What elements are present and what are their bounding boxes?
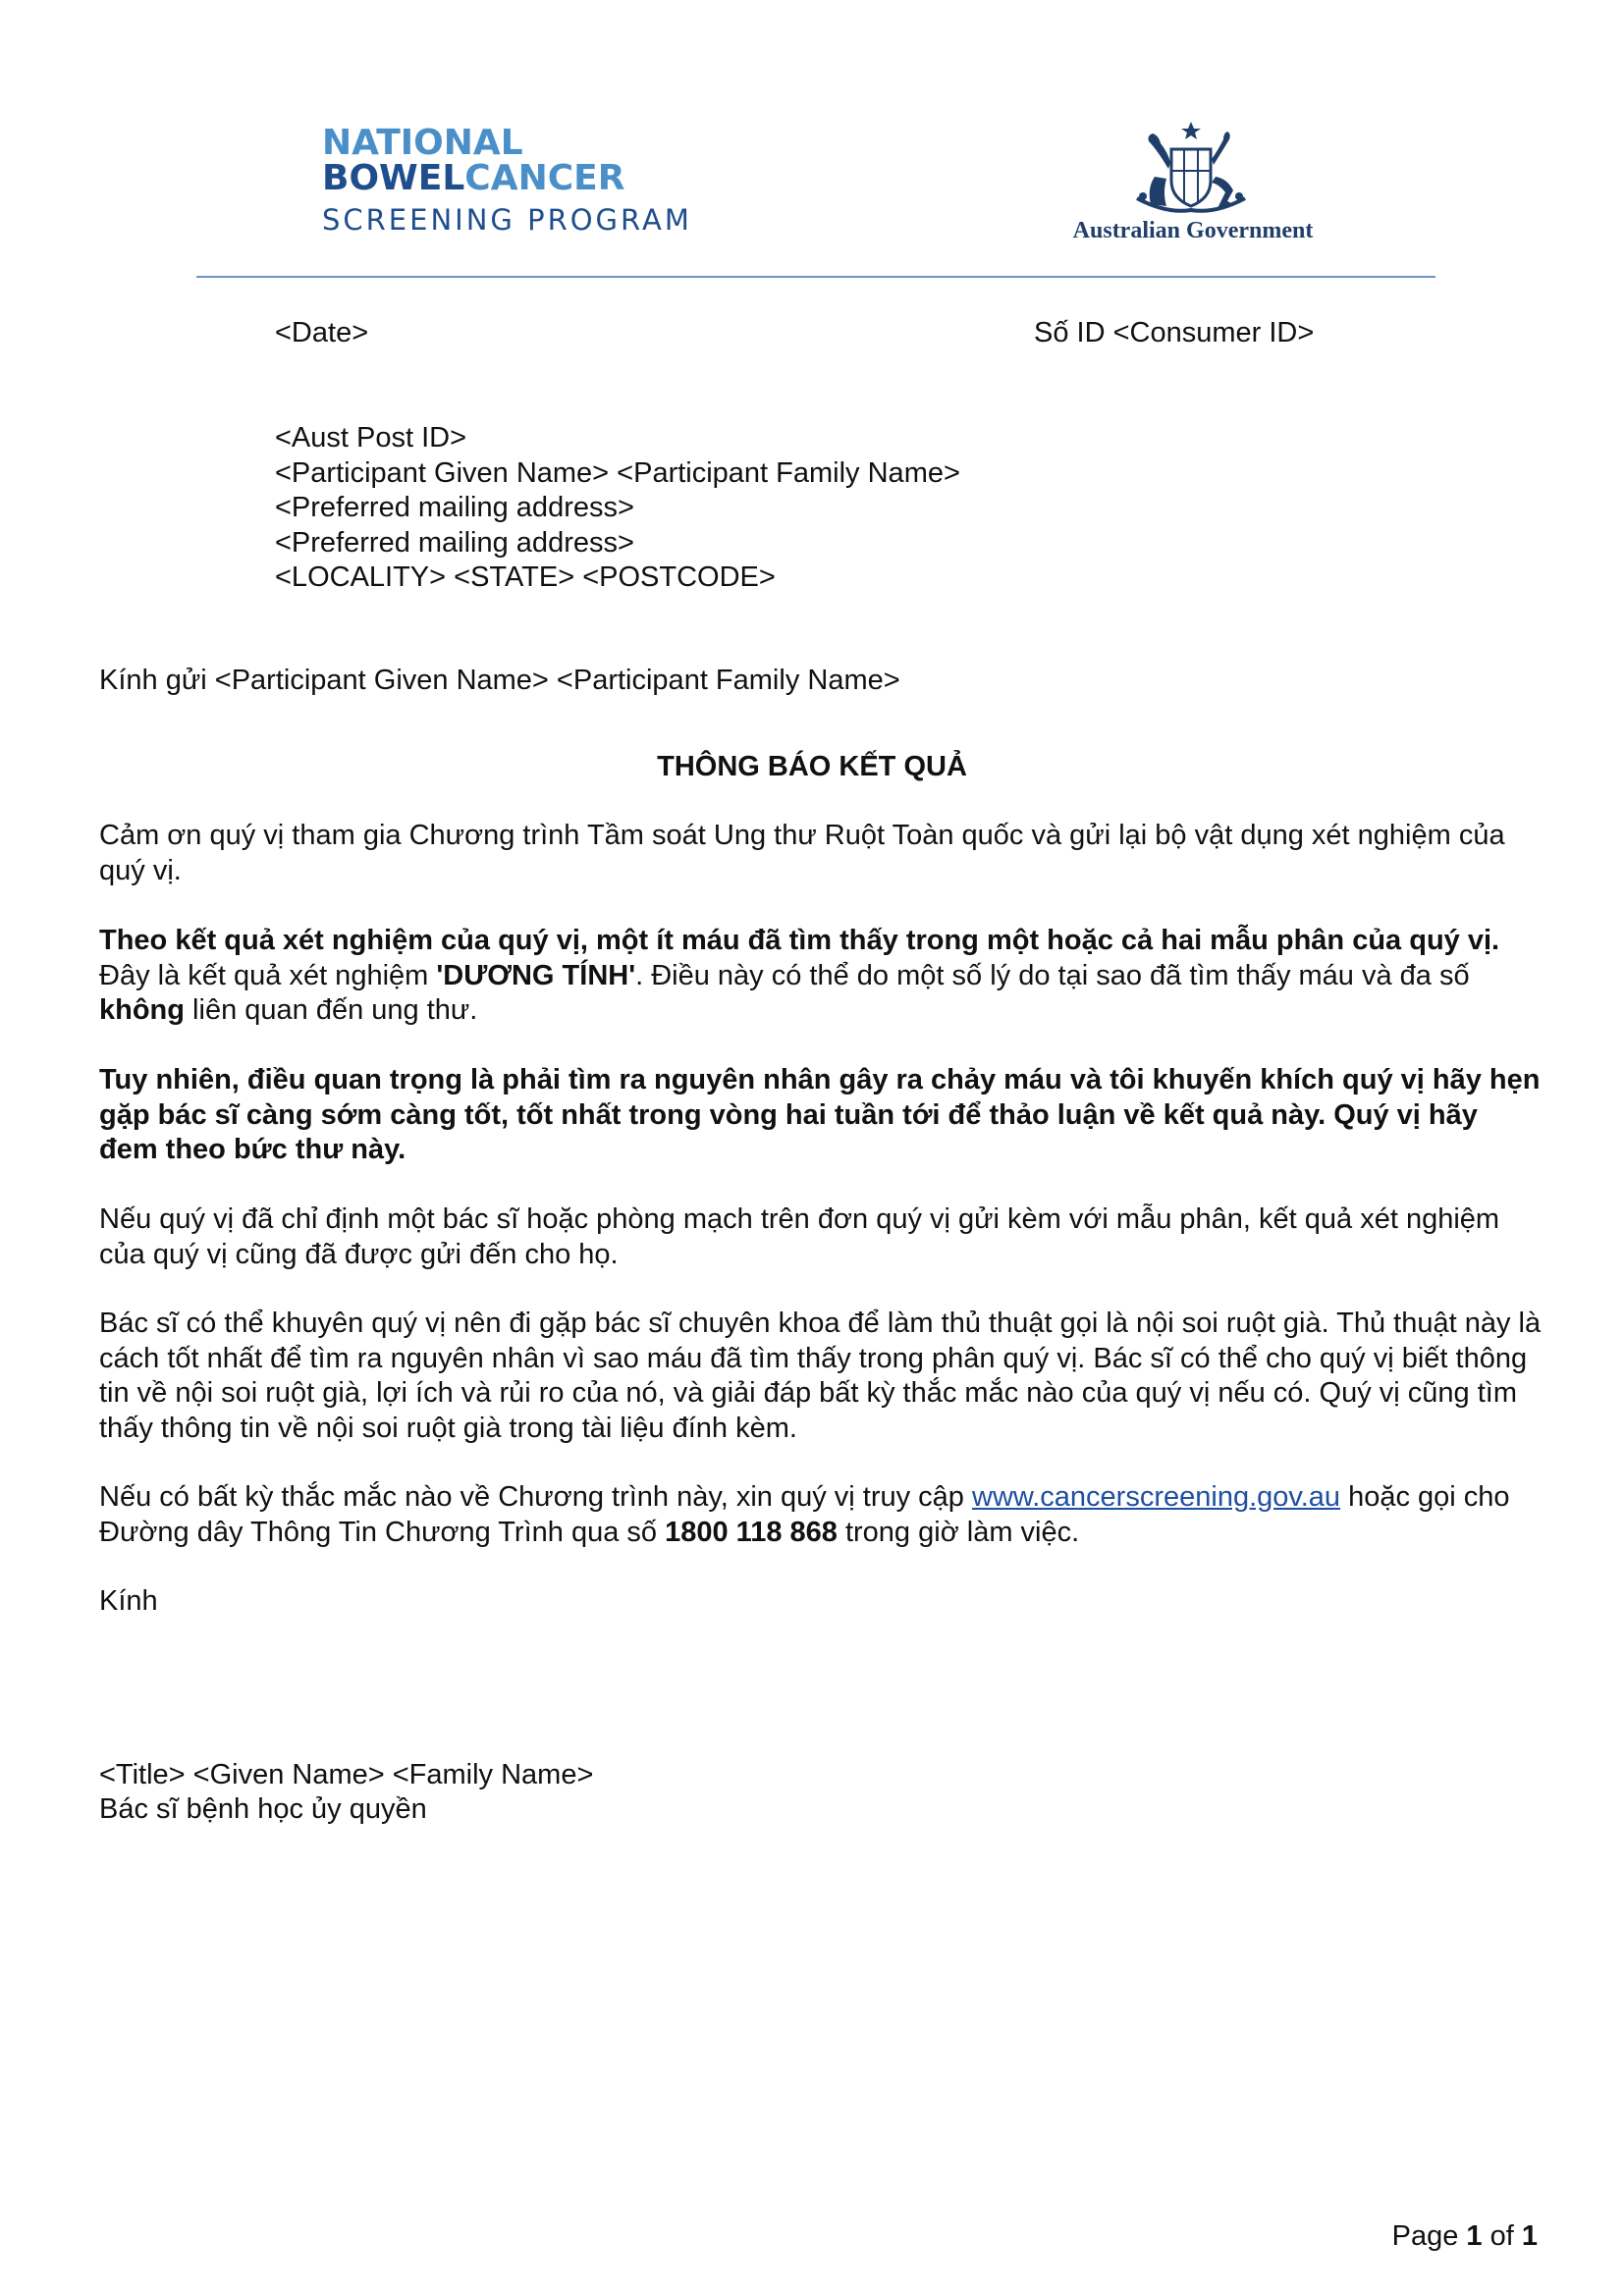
date-field: <Date> bbox=[275, 317, 369, 348]
australian-government-label: Australian Government bbox=[1072, 218, 1314, 243]
logo-word-bowel: BOWEL bbox=[322, 158, 465, 198]
signatory-role: Bác sĩ bệnh học ủy quyền bbox=[99, 1793, 427, 1825]
result-reason-text: . Điều này có thể do một số lý do tại sao đã tìm thấy máu và đa số bbox=[635, 959, 1470, 991]
page-current: 1 bbox=[1466, 2220, 1483, 2252]
paragraph-action: Tuy nhiên, điều quan trọng là phải tìm ra nguyên nhân gây ra chảy máu và tôi khuyến khích quý vị hãy hẹn gặp bác sĩ càng sớm càng tốt, tốt nhất trong vòng hai tuần tới để thảo luận về kết quả này. Quý vị hãy đem theo bức thư này. bbox=[99, 1064, 1541, 1165]
paragraph-contact bbox=[99, 1480, 1543, 1550]
page-total: 1 bbox=[1521, 2220, 1538, 2252]
logo-line-bowel-cancer bbox=[322, 158, 692, 198]
consumer-id: Số ID <Consumer ID> bbox=[1034, 317, 1315, 348]
address-line: <Aust Post ID> bbox=[275, 422, 467, 454]
phone-number: 1800 118 868 bbox=[665, 1516, 838, 1548]
contact-text-2: hoặc gọi cho Đường dây Thông Tin Chương Trình qua số bbox=[99, 1481, 1510, 1548]
paragraph-doctor-notified: Nếu quý vị đã chỉ định một bác sĩ hoặc phòng mạch trên đơn quý vị gửi kèm với mẫu phân, kết quả xét nghiệm của quý vị cũng đã được gửi đến cho họ. bbox=[99, 1203, 1500, 1270]
contact-text: Nếu có bất kỳ thắc mắc nào về Chương trình này, xin quý vị truy cập bbox=[99, 1481, 972, 1513]
salutation: Kính gửi <Participant Given Name> <Participant Family Name> bbox=[99, 665, 900, 696]
logo-line-national: NATIONAL bbox=[322, 123, 523, 163]
paragraph-result bbox=[99, 924, 1543, 1029]
result-bold-text: Theo kết quả xét nghiệm của quý vị, một ít máu đã tìm thấy trong một hoặc cả hai mẫu phân của quý vị. bbox=[99, 925, 1500, 956]
signatory-name: <Title> <Given Name> <Family Name> bbox=[99, 1759, 594, 1790]
nbcsp-logo bbox=[322, 123, 692, 240]
positive-label: 'DƯƠNG TÍNH' bbox=[436, 959, 636, 991]
closing: Kính bbox=[99, 1585, 158, 1617]
logo-word-cancer: CANCER bbox=[464, 158, 625, 198]
address-line: <Preferred mailing address> bbox=[275, 492, 634, 523]
address-line: <LOCALITY> <STATE> <POSTCODE> bbox=[275, 561, 776, 593]
coat-of-arms-icon bbox=[1108, 120, 1274, 218]
page-number bbox=[1375, 2220, 1538, 2253]
page-prefix: Page bbox=[1391, 2220, 1467, 2252]
result-text: Đây là kết quả xét nghiệm bbox=[99, 959, 437, 991]
paragraph-thanks: Cảm ơn quý vị tham gia Chương trình Tầm soát Ung thư Ruột Toàn quốc và gửi lại bộ vật dụng xét nghiệm của quý vị. bbox=[99, 820, 1505, 886]
page-of: of bbox=[1482, 2220, 1522, 2252]
result-end-text: liên quan đến ung thư. bbox=[185, 994, 478, 1026]
paragraph-colonoscopy: Bác sĩ có thể khuyên quý vị nên đi gặp bác sĩ chuyên khoa để làm thủ thuật gọi là nội soi ruột già. Thủ thuật này là cách tốt nhất để tìm ra nguyên nhân vì sao máu đã tìm thấy trong phân quý vị. Bác sĩ có thể cho quý vị biết thông tin về nội soi ruột già, lợi ích và rủi ro của nó, và giải đáp bất kỳ thắc mắc nào của quý vị nếu có. Quý vị cũng tìm thấy thông tin về nội soi ruột già trong tài liệu đính kèm. bbox=[99, 1308, 1542, 1444]
address-line: <Participant Given Name> <Participant Family Name> bbox=[275, 457, 960, 489]
contact-text-3: trong giờ làm việc. bbox=[837, 1516, 1080, 1548]
address-line: <Preferred mailing address> bbox=[275, 527, 634, 559]
not-emphasis: không bbox=[99, 994, 185, 1026]
website-link[interactable]: www.cancerscreening.gov.au bbox=[972, 1481, 1341, 1513]
header-divider bbox=[196, 276, 1435, 278]
logo-line-screening-program: SCREENING PROGRAM bbox=[322, 203, 692, 237]
letter-title: THÔNG BÁO KẾT QUẢ bbox=[657, 751, 967, 782]
